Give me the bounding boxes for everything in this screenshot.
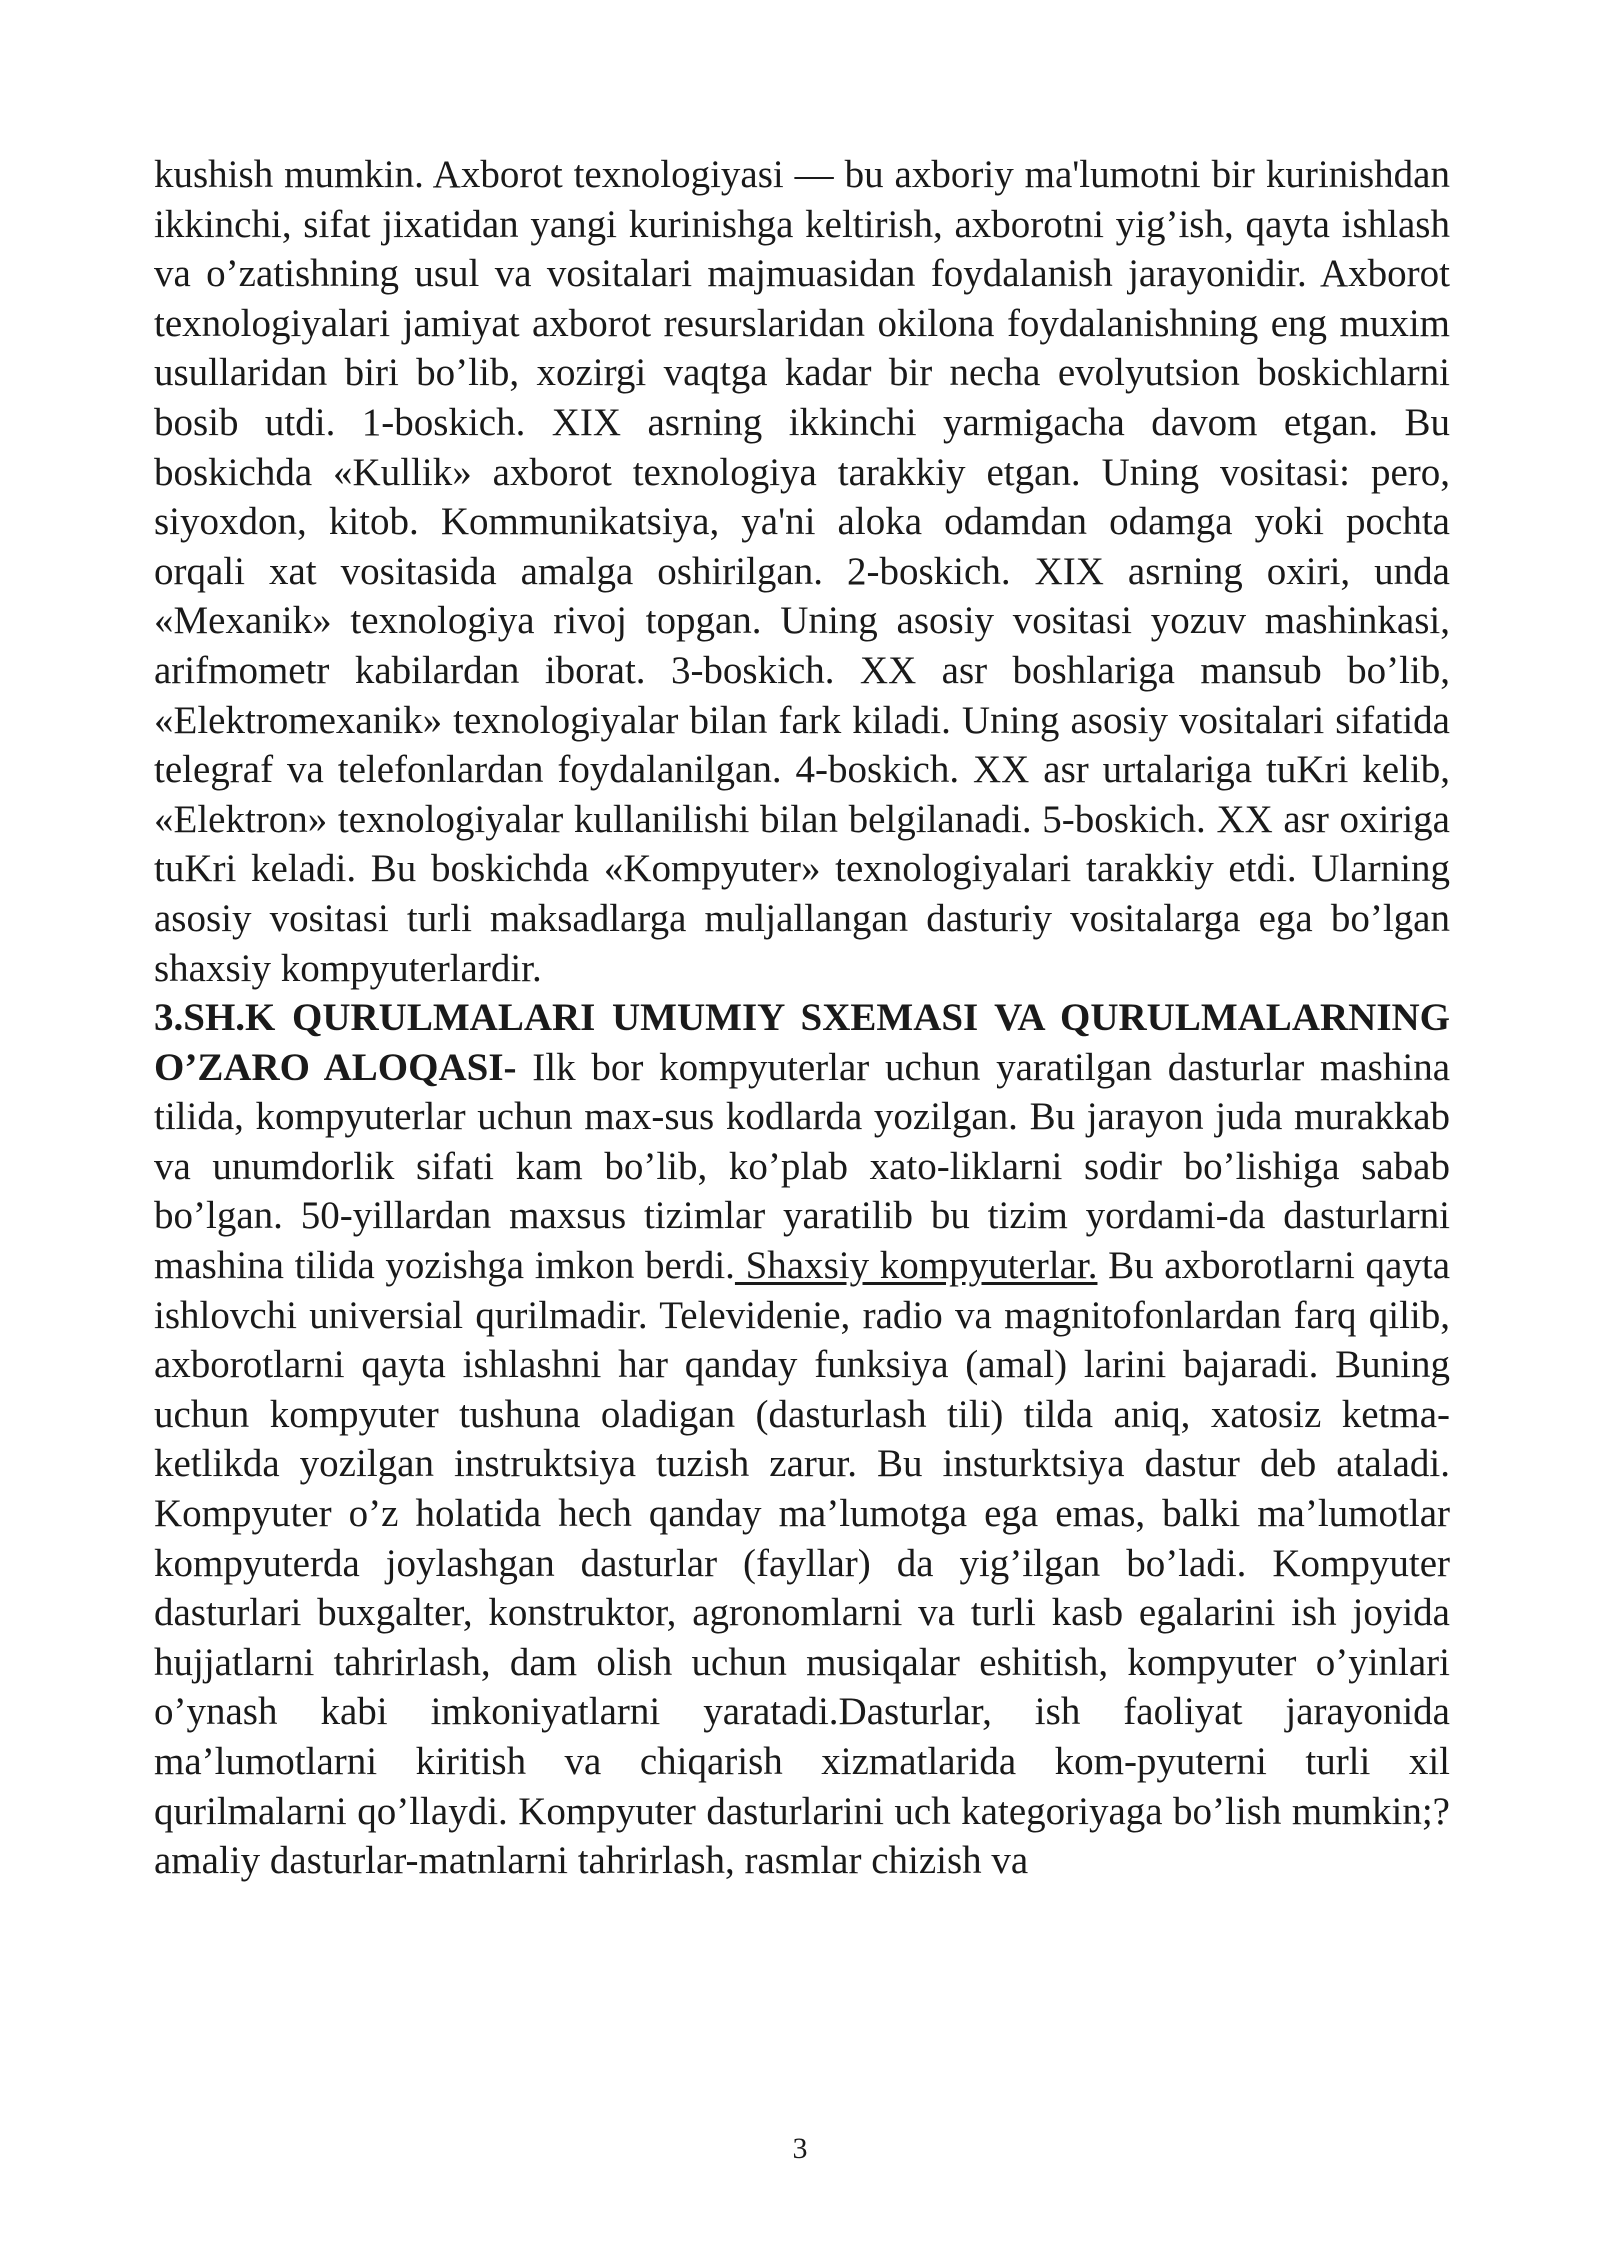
section-heading: 3.SH.K QURULMALARI UMUMIY SXEMASI VA QURULMALARNING O’ZARO ALOQASI- (154, 996, 1450, 1089)
page-number: 3 (792, 2132, 808, 2165)
paragraph-2-text-a: Ilk bor kompyuterlar uchun yaratilgan dasturlar mashina tilida, kompyuterlar uchun max-sus kodlarda yozilgan. Bu jarayon juda murakkab va unumdorlik sifati kam bo’lib, ko’plab xato-liklarni sodir bo’lishiga sabab bo’lgan. 50-yillardan maxsus tizimlar yaratilib bu tizim yordami-da dasturlarni mashina tilida yozishga imkon berdi. (154, 1045, 1450, 1288)
underlined-phrase: Shaxsiy kompyuterlar. (734, 1244, 1098, 1288)
document-page (154, 150, 1450, 1886)
body-paragraph-2 (154, 993, 1450, 1886)
paragraph-2-text-b: Bu axborotlarni qayta ishlovchi universial qurilmadir. Televidenie, radio va magnitofonlardan farq qilib, axborotlarni qayta ishlashni har qanday funksiya (amal) larini bajaradi. Buning uchun kompyuter tushuna oladigan (dasturlash tili) tilda aniq, xatosiz ketma-ketlikda yozilgan instruktsiya tuzish zarur. Bu insturktsiya dastur deb ataladi. Kompyuter o’z holatida hech qanday ma’lumotga ega emas, balki ma’lumotlar kompyuterda joylashgan dasturlar (fayllar) da yig’ilgan bo’ladi. Kompyuter dasturlari buxgalter, konstruktor, agronomlarni va turli kasb egalarini ish joyida hujjatlarni tahrirlash, dam olish uchun musiqalar eshitish, kompyuter o’yinlari o’ynash kabi imkoniyatlarni yaratadi.Dasturlar, ish faoliyat jarayonida ma’lumotlarni kiritish va chiqarish xizmatlarida kom-pyuterni turli xil qurilmalarni qo’llaydi. Kompyuter dasturlarini uch kategoriyaga bo’lish mumkin;? amaliy dasturlar-matnlarni tahrirlash, rasmlar chizish va (154, 1244, 1451, 1883)
body-paragraph-1: kushish mumkin. Axborot texnologiyasi — bu axboriy ma'lumotni bir kurinishdan ikkinchi, sifat jixatidan yangi kurinishga keltirish, axborotni yig’ish, qayta ishlash va o’zatishning usul va vositalari majmuasidan foydalanish jarayonidir. Axborot texnologiyalari jamiyat axborot resurslaridan okilona foydalanishning eng muxim usullaridan biri bo’lib, xozirgi vaqtga kadar bir necha evolyutsion boskichlarni bosib utdi. 1-boskich. XIX asrning ikkinchi yarmigacha davom etgan. Bu boskichda «Kullik» axborot texnologiya tarakkiy etgan. Uning vositasi: pero, siyoxdon, kitob. Kommunikatsiya, ya'ni aloka odamdan odamga yoki pochta orqali xat vositasida amalga oshirilgan. 2-boskich. XIX asrning oxiri, unda «Mexanik» texnologiya rivoj topgan. Uning asosiy vositasi yozuv mashinkasi, arifmometr kabilardan iborat. 3-boskich. XX asr boshlariga mansub bo’lib, «Elektromexanik» texnologiyalar bilan fark kiladi. Uning asosiy vositalari sifatida telegraf va telefonlardan foydalanilgan. 4-boskich. XX asr urtalariga tuKri kelib, «Elektron» texnologiyalar kullanilishi bilan belgilanadi. 5-boskich. XX asr oxiriga tuKri keladi. Bu boskichda «Kompyuter» texnologiyalari tarakkiy etdi. Ularning asosiy vositasi turli maksadlarga muljallangan dasturiy vositalarga ega bo’lgan shaxsiy kompyuterlardir. (154, 153, 1450, 990)
